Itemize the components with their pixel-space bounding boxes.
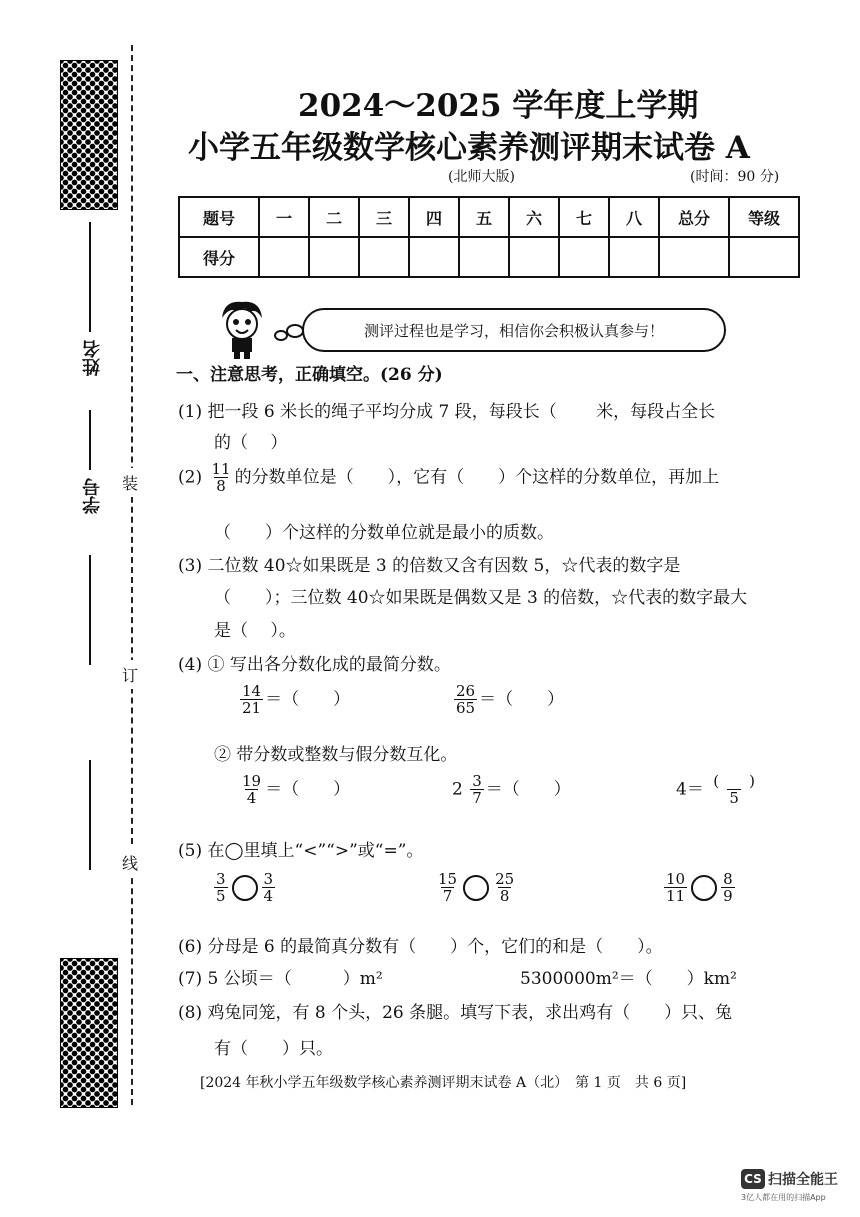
q2-line-1 xyxy=(178,462,719,494)
score-header-cell: 八 xyxy=(609,197,659,237)
fraction xyxy=(493,872,516,904)
fraction-denominator: 7 xyxy=(442,887,453,905)
binding-pattern-bottom xyxy=(60,958,118,1108)
title-line-1: 2024～2025 学年度上学期 xyxy=(298,88,699,124)
score-cell[interactable] xyxy=(459,237,509,277)
score-cell[interactable] xyxy=(409,237,459,277)
binding-pattern-top xyxy=(60,60,118,210)
score-table-header-row xyxy=(179,197,799,237)
fraction-numerator: 3 xyxy=(472,772,482,790)
score-header-cell: 五 xyxy=(459,197,509,237)
score-cell[interactable] xyxy=(509,237,559,277)
fraction-numerator: 11 xyxy=(211,460,231,478)
fraction xyxy=(436,872,459,904)
section-1-title: 一、注意思考，正确填空。(26 分) xyxy=(176,365,443,385)
score-header-cell: 二 xyxy=(309,197,359,237)
fraction xyxy=(664,872,687,904)
score-cell[interactable] xyxy=(559,237,609,277)
fraction-numerator: 26 xyxy=(456,682,476,700)
fraction-numerator: 19 xyxy=(242,772,262,790)
fraction-numerator: 14 xyxy=(242,682,262,700)
score-cell[interactable] xyxy=(609,237,659,277)
q4-intro: (4) ① 写出各分数化成的最简分数。 xyxy=(178,655,451,675)
q3-line-2: （ ）；三位数 40☆如果既是偶数又是 3 的倍数，☆代表的数字最大 xyxy=(214,588,748,608)
fraction-denominator: 5 xyxy=(729,789,739,807)
fraction-denominator: 8 xyxy=(499,887,510,905)
score-cell[interactable] xyxy=(659,237,729,277)
binding-word-xian: 线 xyxy=(122,848,138,877)
q4-item-a xyxy=(238,684,350,716)
fraction-denominator: 65 xyxy=(456,699,476,717)
number-label: 学号 xyxy=(82,478,103,514)
fraction-numerator: 3 xyxy=(216,870,226,888)
fraction xyxy=(262,872,276,904)
q4-part-2: ② 带分数或整数与假分数互化。 xyxy=(214,745,458,765)
compare-circle[interactable] xyxy=(691,875,717,901)
q5-intro: (5) 在◯里填上“<”“>”或“=”。 xyxy=(178,841,424,861)
q5-pair-2 xyxy=(434,872,518,904)
name-label: 姓名 xyxy=(82,340,103,376)
fraction-numerator: 8 xyxy=(723,870,733,888)
q1-line-1: (1) 把一段 6 米长的绳子平均分成 7 段，每段长（ 米，每段占全长 xyxy=(178,402,716,422)
fraction-denominator: 11 xyxy=(666,887,686,905)
q8-line-1: (8) 鸡兔同笼，有 8 个头，26 条腿。填写下表，求出鸡有（ ）只、兔 xyxy=(178,1003,733,1023)
fraction-numerator: 3 xyxy=(263,870,274,888)
watermark-tagline: 3亿人都在用的扫描App xyxy=(741,1193,826,1202)
answer-blank[interactable]: ＝（ ） xyxy=(265,779,351,800)
compare-circle[interactable] xyxy=(232,875,258,901)
fraction-denominator: 4 xyxy=(263,887,274,905)
fraction xyxy=(470,774,484,806)
class-line xyxy=(89,760,91,870)
name-underline xyxy=(89,222,91,332)
fraction-denominator: 4 xyxy=(246,789,257,807)
q5-pair-1 xyxy=(212,872,277,904)
score-header-cell: 等级 xyxy=(729,197,799,237)
fraction xyxy=(240,774,263,806)
fraction-numerator-blank[interactable]: ( ) xyxy=(713,772,755,790)
edition-label: (北师大版) xyxy=(448,169,515,185)
q3-line-3: 是（ ）。 xyxy=(214,621,296,641)
fraction-denominator: 9 xyxy=(723,887,733,905)
fraction-numerator: 15 xyxy=(438,870,458,888)
q2-number: (2) xyxy=(178,467,203,488)
binding-word-zhuang: 装 xyxy=(122,468,138,497)
q5-pair-3 xyxy=(662,872,737,904)
score-cell[interactable] xyxy=(729,237,799,277)
fraction xyxy=(454,684,477,716)
score-header-cell: 七 xyxy=(559,197,609,237)
fraction-numerator: 25 xyxy=(495,870,515,888)
score-header-cell: 题号 xyxy=(179,197,259,237)
fraction xyxy=(240,684,263,716)
score-header-cell: 总分 xyxy=(659,197,729,237)
time-label: (时间：90 分) xyxy=(690,169,780,185)
encouragement-text: 测评过程也是学习，相信你会积极认真参与！ xyxy=(363,321,664,340)
fraction-denominator: 21 xyxy=(242,699,262,717)
fraction-numerator: 10 xyxy=(666,870,686,888)
score-header-cell: 一 xyxy=(259,197,309,237)
number-line-lower xyxy=(89,555,91,665)
binding-dashed-line xyxy=(131,45,133,1105)
speech-bubble xyxy=(302,308,726,352)
mixed-whole: 2 xyxy=(452,779,463,800)
score-cell[interactable] xyxy=(259,237,309,277)
q6: (6) 分母是 6 的最简真分数有（ ）个，它们的和是（ ）。 xyxy=(178,937,663,957)
score-row-label: 得分 xyxy=(179,237,259,277)
fraction-denominator: 7 xyxy=(472,789,482,807)
integer-lead: 4＝ xyxy=(676,779,704,800)
q2-fraction xyxy=(210,462,233,494)
camscanner-icon: CS xyxy=(741,1169,765,1189)
q4-item-c xyxy=(238,774,350,806)
answer-blank[interactable]: ＝（ ） xyxy=(479,689,565,710)
binding-word-ding: 订 xyxy=(122,660,138,689)
watermark-brand: 扫描全能王 xyxy=(768,1171,838,1188)
q2-line-1-text: 的分数单位是（ ），它有（ ）个这样的分数单位，再加上 xyxy=(234,467,720,488)
q2-line-2: （ ）个这样的分数单位就是最小的质数。 xyxy=(214,523,554,543)
number-underline xyxy=(89,410,91,470)
fraction-denominator: 8 xyxy=(216,477,226,495)
q4-item-d xyxy=(452,774,571,806)
answer-blank[interactable]: ＝（ ） xyxy=(265,689,351,710)
fraction xyxy=(721,872,735,904)
score-cell[interactable] xyxy=(359,237,409,277)
q7-a: (7) 5 公顷＝（ ）m² xyxy=(178,969,383,989)
score-table xyxy=(178,196,800,278)
compare-circle[interactable] xyxy=(463,875,489,901)
score-header-cell: 四 xyxy=(409,197,459,237)
cartoon-boy-icon xyxy=(210,296,274,360)
page-footer: [2024 年秋小学五年级数学核心素养测评期末试卷 A（北） 第 1 页 共 6 页] xyxy=(200,1075,687,1091)
fraction xyxy=(711,774,757,806)
title-line-2: 小学五年级数学核心素养测评期末试卷 A xyxy=(188,130,750,166)
score-header-cell: 三 xyxy=(359,197,409,237)
q7-b: 5300000m²＝（ ）km² xyxy=(520,969,737,989)
q4-item-b xyxy=(452,684,564,716)
q1-line-2: 的（ ） xyxy=(214,433,288,453)
q8-line-2: 有（ ）只。 xyxy=(214,1039,333,1059)
scanner-watermark xyxy=(741,1168,838,1202)
q3-line-1: (3) 二位数 40☆如果既是 3 的倍数又含有因数 5，☆代表的数字是 xyxy=(178,556,681,576)
fraction-denominator: 5 xyxy=(216,887,226,905)
score-cell[interactable] xyxy=(309,237,359,277)
score-table-score-row xyxy=(179,237,799,277)
q4-item-e xyxy=(676,774,759,806)
fraction xyxy=(214,872,228,904)
answer-blank[interactable]: ＝（ ） xyxy=(485,779,571,800)
score-header-cell: 六 xyxy=(509,197,559,237)
